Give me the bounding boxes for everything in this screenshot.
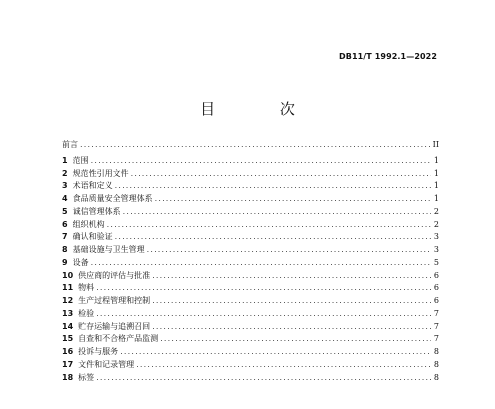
toc-entry-page-number: 6: [433, 283, 439, 293]
toc-entry-label: 检验: [78, 308, 95, 318]
toc-entry-page-number: II: [432, 140, 439, 149]
toc-entry-label: 基础设施与卫生管理: [72, 245, 145, 254]
toc-entry[interactable]: [62, 372, 439, 385]
toc-leader-dots: [96, 282, 431, 295]
toc-entry[interactable]: [62, 257, 439, 270]
toc-entry-page-number: 1: [433, 168, 439, 178]
toc-entry-label: 自查和不合格产品监测: [78, 334, 159, 344]
toc-entry[interactable]: [62, 282, 439, 295]
toc-entry-label: 生产过程管理和控制: [78, 296, 151, 305]
toc-leader-dots: [115, 180, 431, 193]
toc-entry-number: 11: [62, 283, 74, 293]
toc-entry-number: 17: [62, 359, 74, 369]
toc-entry-page-number: 8: [433, 359, 439, 369]
toc-leader-dots: [115, 231, 431, 244]
toc-title: 目 次: [200, 100, 325, 118]
toc-leader-dots: [91, 155, 431, 168]
toc-entry-label: 范围: [72, 155, 89, 165]
toc-entry-number: 5: [62, 206, 68, 216]
toc-leader-dots: [91, 257, 431, 270]
toc-entry-number: 13: [62, 308, 74, 318]
toc-entry-label: 标签: [78, 372, 95, 382]
toc-entry-label: 组织机构: [72, 219, 105, 229]
toc-entry-page-number: 8: [433, 347, 439, 356]
toc-entry-number: 12: [62, 296, 74, 305]
toc-entry[interactable]: [62, 333, 439, 346]
toc-entry-number: 8: [62, 245, 68, 254]
toc-entry[interactable]: [62, 321, 439, 334]
toc-entry-page-number: 2: [433, 219, 439, 229]
toc-leader-dots: [152, 321, 431, 334]
toc-entry-number: 2: [62, 168, 68, 178]
toc-entry-number: 10: [62, 270, 74, 280]
toc-entry-page-number: 7: [433, 308, 439, 318]
toc-entry[interactable]: [62, 219, 439, 232]
toc-entry-number: 7: [62, 232, 68, 242]
toc-entry-label: 贮存运输与追溯召回: [78, 321, 151, 331]
toc-leader-dots: [136, 359, 431, 372]
toc-entry[interactable]: [62, 359, 439, 372]
toc-entry-number: 18: [62, 372, 74, 382]
toc-entry-page-number: 2: [433, 206, 439, 216]
toc-entry-label: 物料: [78, 283, 95, 293]
toc-entry-number: 4: [62, 194, 68, 203]
toc-entry-number: 15: [62, 334, 74, 344]
toc-entry-label: 投诉与服务: [78, 347, 119, 356]
toc-entry[interactable]: [62, 308, 439, 321]
toc-leader-dots: [120, 346, 431, 359]
toc-leader-dots: [96, 372, 431, 385]
toc-entry-page-number: 6: [433, 296, 439, 305]
toc-entry-page-number: 8: [433, 372, 439, 382]
toc-entry[interactable]: [62, 270, 439, 283]
toc-entry[interactable]: [62, 155, 439, 168]
toc-entry-label: 规范性引用文件: [72, 168, 129, 178]
toc-entry[interactable]: [62, 193, 439, 206]
toc-leader-dots: [147, 244, 431, 257]
toc-leader-dots: [107, 219, 431, 232]
toc-leader-dots: [160, 333, 431, 346]
toc-entry-label: 设备: [72, 257, 89, 267]
toc-entry[interactable]: [62, 231, 439, 244]
toc-entry-page-number: 1: [433, 155, 439, 165]
toc-entry-number: 3: [62, 181, 68, 191]
toc-entry-page-number: 1: [433, 194, 439, 203]
toc-entry-page-number: 3: [433, 245, 439, 254]
toc-entry-number: 14: [62, 321, 74, 331]
toc-entry-foreword[interactable]: [62, 139, 439, 152]
toc-entry-label: 前言: [62, 140, 78, 149]
toc-leader-dots: [131, 168, 431, 181]
toc-leader-dots: [152, 270, 431, 283]
toc-entry-number: 6: [62, 219, 68, 229]
toc-entry-page-number: 3: [433, 232, 439, 242]
toc-entry-label: 供应商的评估与批准: [78, 270, 151, 280]
toc-entry-label: 确认和验证: [72, 232, 113, 242]
toc-leader-dots: [80, 139, 431, 152]
toc-leader-dots: [123, 206, 431, 219]
toc-leader-dots: [152, 295, 431, 308]
toc-entry[interactable]: [62, 206, 439, 219]
toc-entry[interactable]: [62, 244, 439, 257]
toc-leader-dots: [96, 308, 431, 321]
toc-entry-number: 1: [62, 155, 68, 165]
toc-entry-label: 诚信管理体系: [72, 206, 121, 216]
toc-entry-number: 16: [62, 347, 74, 356]
toc-entry-page-number: 6: [433, 270, 439, 280]
toc-entry[interactable]: [62, 168, 439, 181]
toc-entry-label: 术语和定义: [72, 181, 113, 191]
toc-entry-page-number: 5: [433, 257, 439, 267]
toc-entry-label: 文件和记录管理: [78, 359, 135, 369]
table-of-contents: [62, 139, 439, 384]
toc-entry-page-number: 7: [433, 334, 439, 344]
toc-entry[interactable]: [62, 346, 439, 359]
toc-entry-label: 食品质量安全管理体系: [72, 194, 153, 203]
toc-entry[interactable]: [62, 180, 439, 193]
toc-entry[interactable]: [62, 295, 439, 308]
document-code: DB11/T 1992.1—2022: [339, 52, 437, 61]
toc-entry-number: 9: [62, 257, 68, 267]
toc-entry-page-number: 1: [433, 181, 439, 191]
toc-leader-dots: [155, 193, 431, 206]
toc-entry-page-number: 7: [433, 321, 439, 331]
